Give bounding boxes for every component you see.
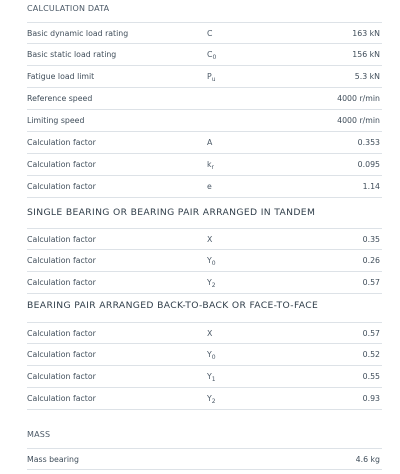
row-label: Fatigue load limit [27,72,95,81]
symbol-main: Y [207,256,212,265]
table-row [27,344,382,366]
symbol-main: Y [207,372,212,381]
symbol-main: Y [207,350,212,359]
row-value: 156 kN [352,50,380,59]
symbol-subscript: 2 [211,398,216,405]
symbol-main: X [207,235,213,244]
row-label: Calculation factor [27,160,96,169]
row-symbol [207,50,216,61]
row-symbol [207,29,212,40]
row-label: Calculation factor [27,350,96,359]
symbol-subscript: u [211,76,216,83]
symbol-main: Y [207,278,212,287]
row-label: Calculation factor [27,235,96,244]
table-row [27,448,382,470]
mass-title: MASS [27,430,51,439]
symbol-main: k [207,160,212,169]
row-value: 0.93 [362,394,380,403]
single-bearing-title: SINGLE BEARING OR BEARING PAIR ARRANGED IN TANDEM [27,207,316,218]
row-label: Basic static load rating [27,50,117,59]
symbol-subscript: r [211,164,214,171]
row-value: 4.6 kg [355,455,380,464]
table-row [27,388,382,410]
row-value: 0.353 [357,138,380,147]
table-row [27,44,382,66]
row-value: 1.14 [362,182,380,191]
row-symbol [207,160,214,171]
bearing-pair-title: BEARING PAIR ARRANGED BACK-TO-BACK OR FACE-TO-FACE [27,300,319,311]
row-label: Calculation factor [27,256,96,265]
bearing-pair-table [27,322,382,410]
symbol-main: Y [207,394,212,403]
row-symbol [207,350,216,361]
row-value: 0.52 [362,350,380,359]
table-row [27,250,382,272]
row-symbol [207,394,216,405]
table-row [27,154,382,176]
row-value: 0.57 [362,278,380,287]
table-row [27,88,382,110]
row-value: 0.26 [362,256,380,265]
table-row [27,22,382,44]
row-value: 5.3 kN [354,72,380,81]
row-label: Calculation factor [27,278,96,287]
single-bearing-table [27,228,382,294]
mass-table [27,448,382,470]
calculation-data-table [27,22,382,198]
row-label: Calculation factor [27,372,96,381]
table-row [27,322,382,344]
row-value: 0.55 [362,372,380,381]
symbol-main: X [207,329,213,338]
row-symbol [207,372,216,383]
symbol-subscript: 0 [212,54,217,61]
symbol-main: C [207,29,213,38]
row-symbol [207,72,216,83]
row-label: Reference speed [27,94,93,103]
row-symbol [207,329,212,340]
row-label: Calculation factor [27,394,96,403]
table-row [27,228,382,250]
symbol-main: C [207,50,213,59]
symbol-subscript: 0 [211,260,216,267]
calculation-data-title: CALCULATION DATA [27,4,110,13]
symbol-subscript: 1 [211,376,216,383]
row-value: 4000 r/min [337,94,380,103]
symbol-subscript: 2 [211,282,216,289]
symbol-main: P [207,72,212,81]
row-label: Calculation factor [27,182,96,191]
row-value: 163 kN [352,29,380,38]
table-row [27,110,382,132]
symbol-main: A [207,138,213,147]
table-row [27,272,382,294]
table-row [27,176,382,198]
table-row [27,132,382,154]
row-value: 4000 r/min [337,116,380,125]
row-symbol [207,278,216,289]
row-label: Mass bearing [27,455,79,464]
row-symbol [207,138,212,149]
row-value: 0.57 [362,329,380,338]
table-row [27,66,382,88]
symbol-subscript: 0 [211,354,216,361]
row-symbol [207,235,212,246]
row-label: Basic dynamic load rating [27,29,129,38]
row-value: 0.095 [357,160,380,169]
row-value: 0.35 [362,235,380,244]
row-label: Calculation factor [27,329,96,338]
row-symbol [207,256,216,267]
row-symbol [207,182,212,193]
symbol-main: e [207,182,212,191]
row-label: Limiting speed [27,116,85,125]
row-label: Calculation factor [27,138,96,147]
table-row [27,366,382,388]
